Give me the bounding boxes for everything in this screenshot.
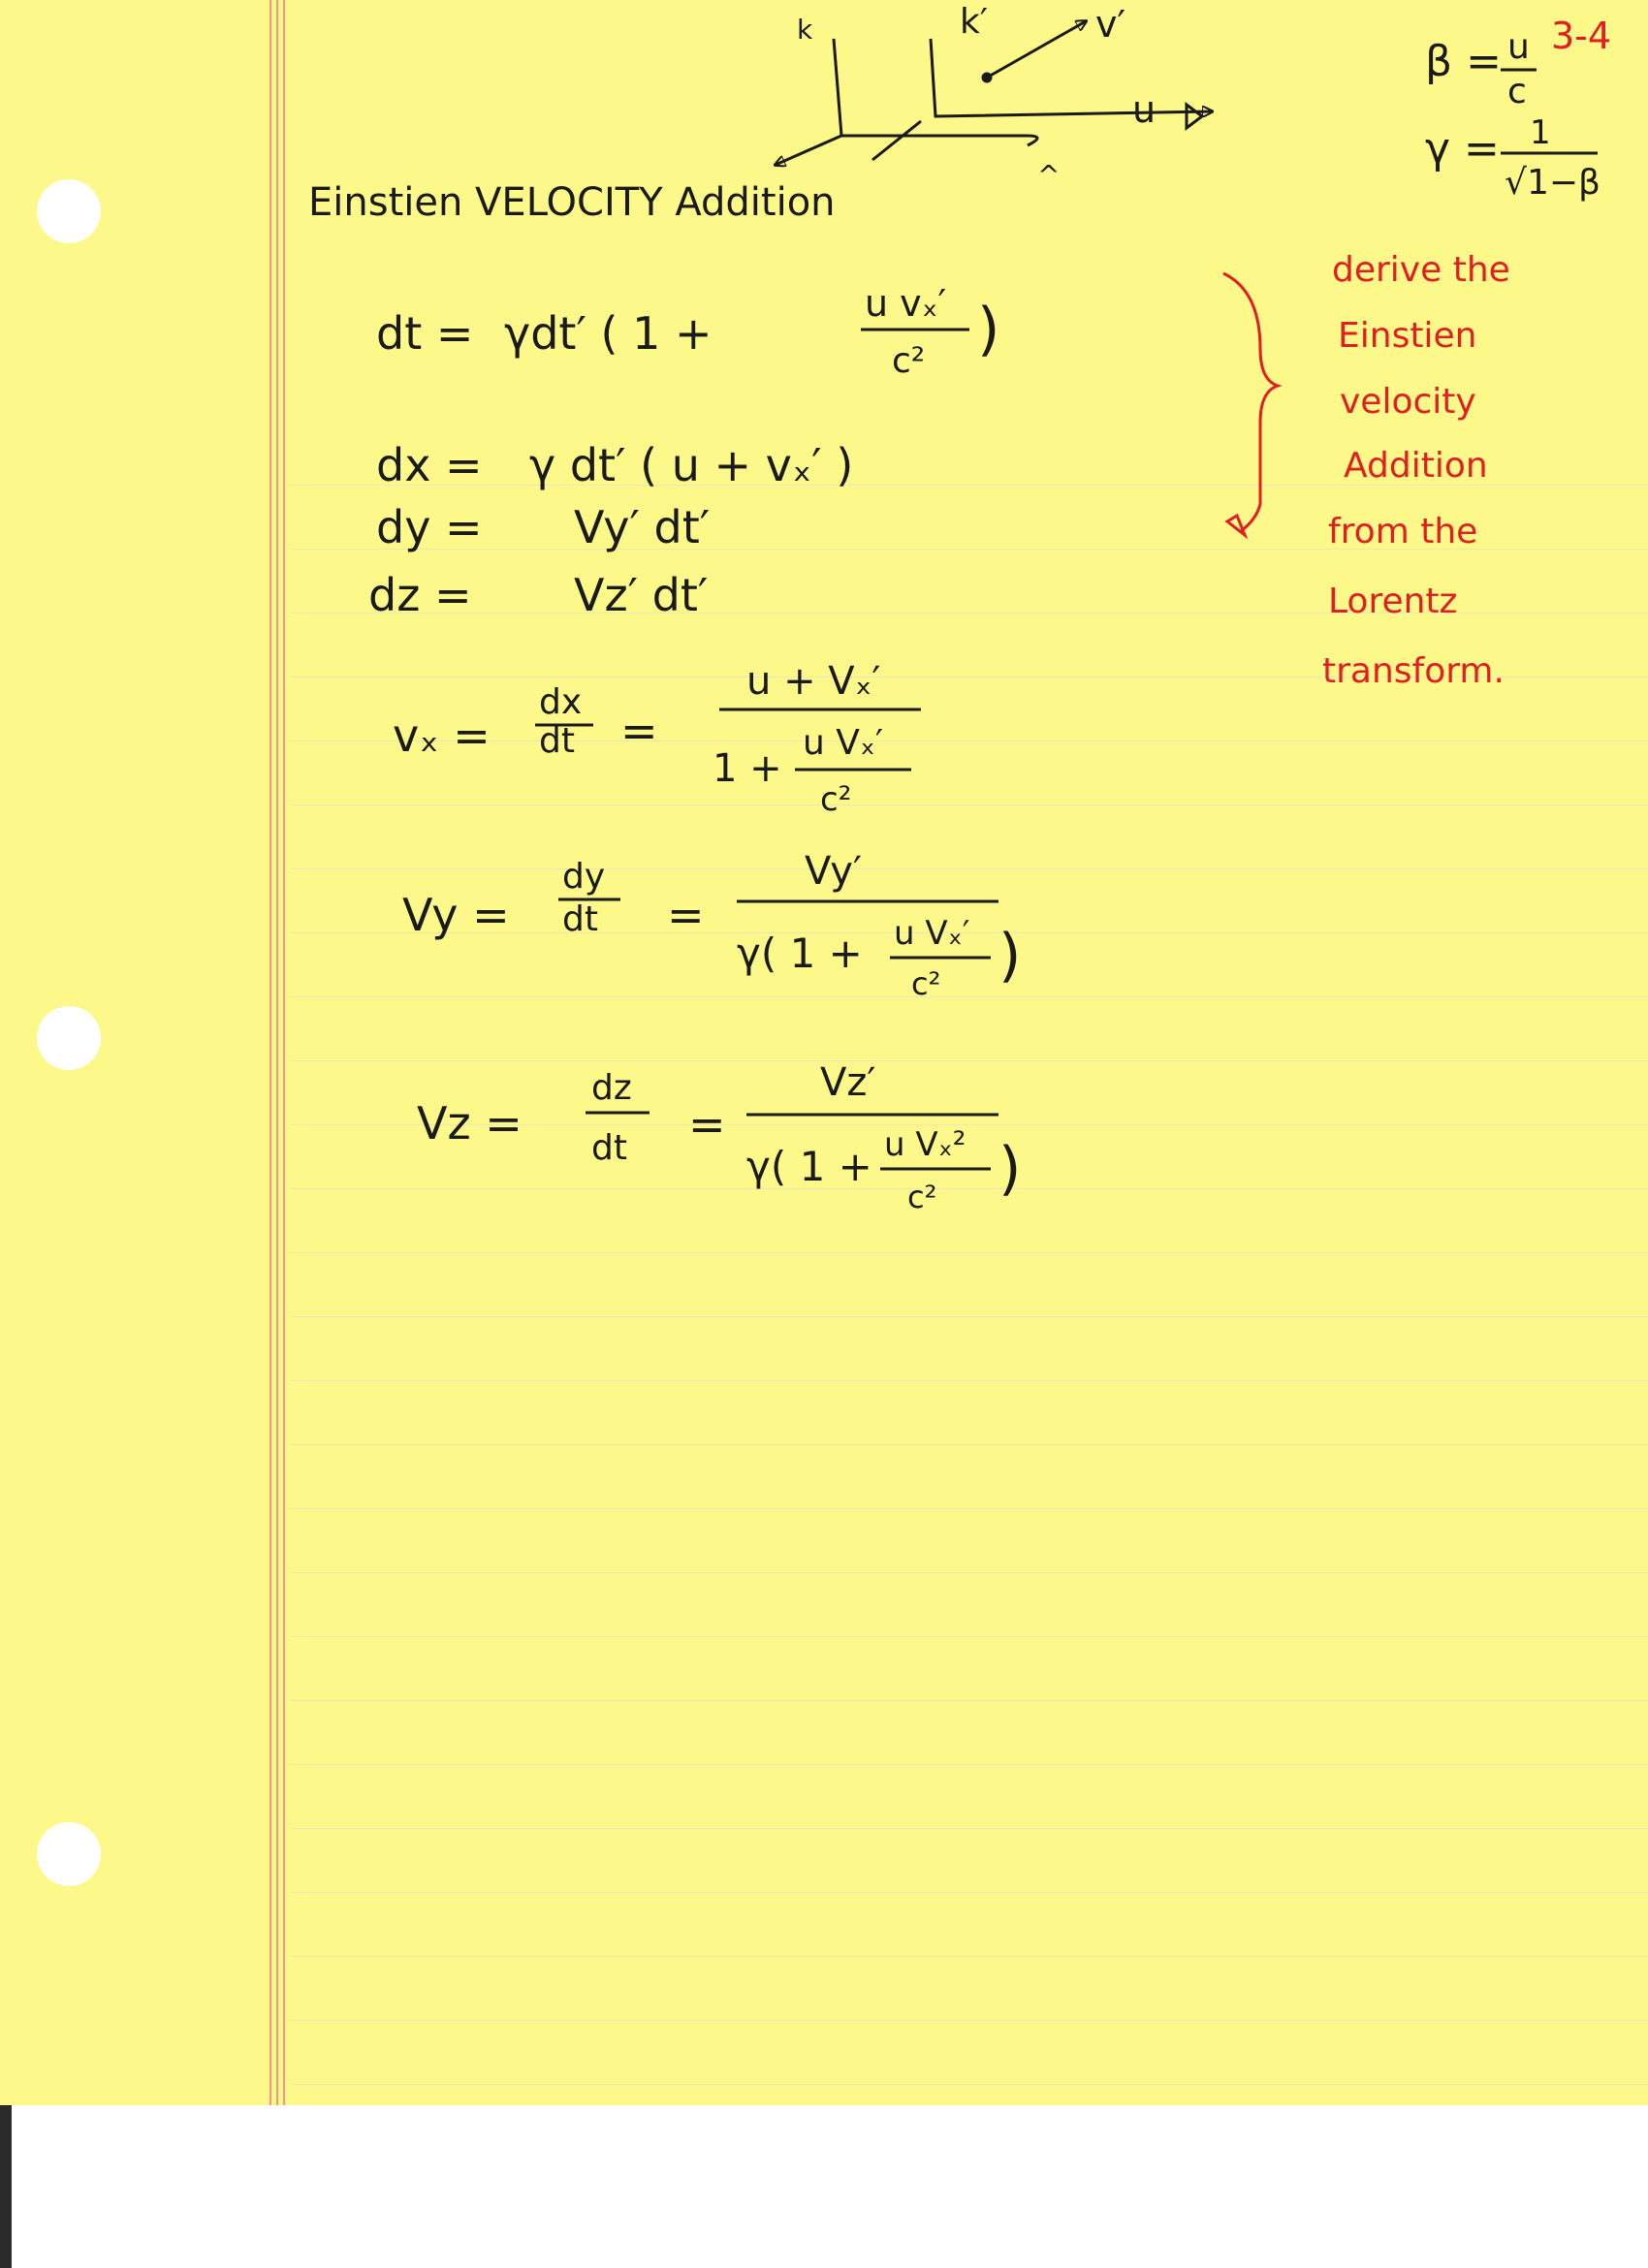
fraction-denominator: dt — [591, 1128, 627, 1168]
equation-lhs: dz = — [368, 569, 472, 621]
denominator-prefix: γ( 1 + — [737, 929, 863, 977]
closing-paren: ) — [977, 296, 1000, 363]
denominator-numerator: u Vₓ′ — [894, 914, 970, 953]
note-line: Einstien — [1338, 316, 1477, 356]
note-line: from the — [1328, 512, 1478, 551]
beta-numerator: u — [1507, 27, 1530, 67]
fraction-numerator: dx — [539, 682, 583, 722]
equation-rhs: Vy′ dt′ — [574, 501, 711, 553]
frame-s-z-axis — [776, 136, 841, 165]
note-line: Addition — [1344, 446, 1488, 486]
beta-definition — [1425, 27, 1537, 111]
denominator-prefix: 1 + — [713, 746, 782, 791]
result-numerator: u + Vₓ′ — [746, 659, 881, 704]
equals-sign: = — [667, 889, 705, 941]
denominator-denominator: c² — [907, 1179, 937, 1215]
curly-brace — [1223, 273, 1278, 531]
gamma-numerator: 1 — [1530, 113, 1551, 152]
equation-vx — [393, 659, 921, 819]
page-number: 3-4 — [1551, 15, 1612, 57]
note-line: derive the — [1332, 250, 1510, 290]
equation-lhs: dx = — [376, 439, 483, 491]
denominator-numerator: u Vₓ′ — [803, 723, 884, 763]
denominator-denominator: c² — [911, 965, 941, 1002]
fraction-numerator: dz — [591, 1068, 632, 1108]
axis-k-prime-label: k′ — [960, 2, 989, 42]
equation-lhs: Vy = — [402, 889, 510, 941]
beta-denominator: c — [1507, 72, 1527, 111]
equation-lhs: dy = — [376, 501, 483, 553]
fraction-denominator: c² — [892, 341, 926, 381]
frame-s-prime-axes — [931, 39, 1212, 116]
fraction-numerator: u vₓ′ — [865, 282, 947, 325]
axis-caret: ^ — [1037, 159, 1061, 191]
equals-sign: = — [620, 705, 658, 757]
frame-s-prime-z-axis — [872, 121, 921, 160]
brace-arrow-head — [1227, 516, 1245, 535]
result-numerator: Vz′ — [820, 1060, 876, 1105]
equation-dy — [376, 501, 710, 553]
equation-lhs: Vz = — [417, 1097, 523, 1150]
equation-dz — [368, 569, 708, 621]
page-title: Einstien VELOCITY Addition — [308, 180, 836, 225]
equation-dt — [376, 282, 999, 381]
velocity-vector-label: v′ — [1095, 3, 1126, 46]
note-line: velocity — [1340, 382, 1476, 422]
fraction-numerator: dy — [562, 857, 606, 897]
equation-rhs: Vz′ dt′ — [574, 569, 709, 621]
margin-note — [1322, 250, 1510, 691]
frame-velocity-label: u — [1132, 88, 1157, 131]
axis-k-label: k — [797, 14, 813, 46]
note-line: Lorentz — [1328, 582, 1458, 621]
beta-lhs: β = — [1425, 37, 1502, 86]
equation-rhs: γ dt′ ( u + vₓ′ ) — [529, 439, 854, 491]
gamma-lhs: γ = — [1425, 124, 1500, 173]
u-arrow-head — [1187, 105, 1202, 128]
denominator-numerator: u Vₓ² — [884, 1125, 967, 1164]
equation-lhs: vₓ = — [393, 709, 491, 762]
fraction-denominator: dt — [539, 721, 575, 761]
closing-paren: ) — [998, 1135, 1022, 1203]
equals-sign: = — [688, 1098, 726, 1150]
denominator-denominator: c² — [820, 780, 852, 819]
scan-edge — [0, 2105, 12, 2268]
equation-vz — [417, 1060, 1021, 1215]
note-line: transform. — [1322, 651, 1505, 691]
equation-rhs: γdt′ ( 1 + — [504, 307, 713, 360]
particle-dot — [983, 74, 991, 81]
equation-dx — [376, 439, 853, 491]
denominator-prefix: γ( 1 + — [746, 1143, 872, 1190]
equation-lhs: dt = — [376, 307, 474, 360]
gamma-definition — [1425, 113, 1600, 203]
gamma-denominator: √1−β — [1505, 163, 1600, 203]
frame-s-x-end — [1028, 136, 1037, 145]
closing-paren: ) — [998, 922, 1022, 990]
equation-vy — [402, 849, 1021, 1002]
velocity-vector-arrow — [987, 21, 1086, 78]
result-numerator: Vy′ — [805, 849, 863, 894]
fraction-denominator: dt — [562, 899, 598, 939]
